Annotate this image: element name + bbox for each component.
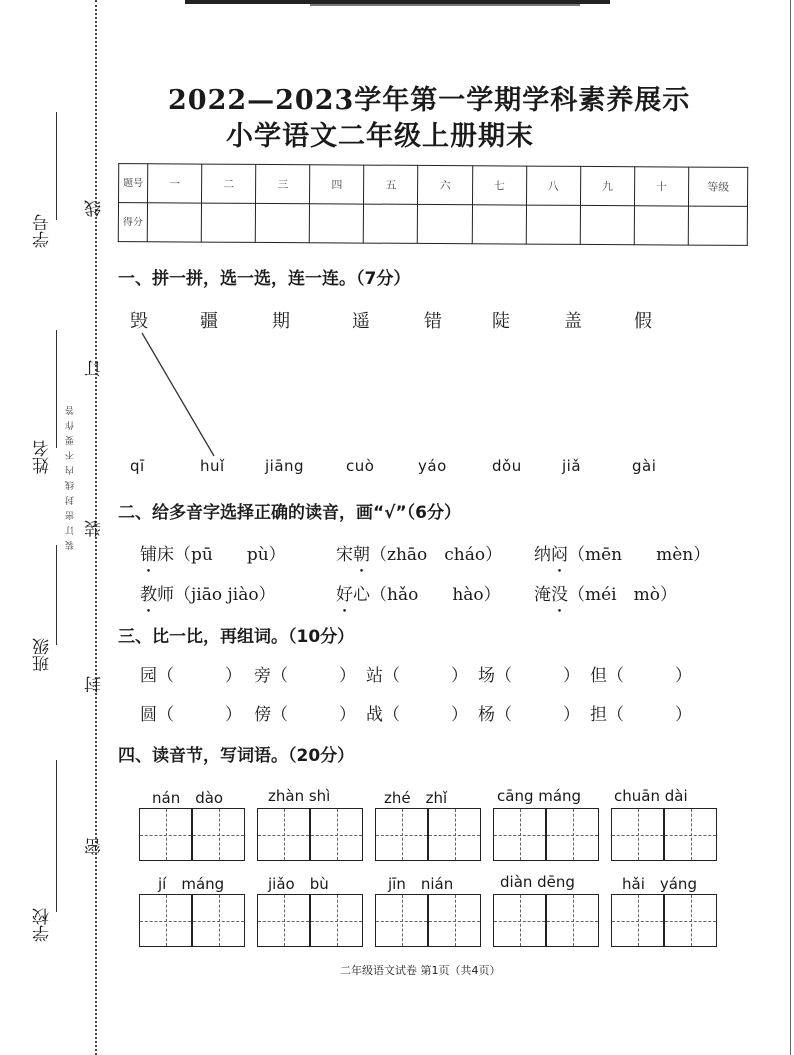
- s1-char: 毁: [130, 311, 148, 332]
- tianzi-box[interactable]: [310, 808, 363, 861]
- row-head-tihao: 题号: [119, 164, 148, 203]
- section3-heading: 三、比一比，再组词。（10分）: [118, 627, 355, 647]
- polyphone-item: 好心（hǎo hào）: [336, 585, 501, 605]
- label-xingming: 姓名: [33, 440, 53, 474]
- binding-notice: 装订密封线内不要作答: [66, 400, 76, 550]
- compare-item: 站（ ）: [366, 666, 468, 686]
- tianzi-box[interactable]: [493, 894, 546, 947]
- tianzi-box[interactable]: [375, 894, 428, 947]
- s1-pinyin: gài: [632, 457, 657, 475]
- s1-pinyin: jiǎ: [562, 457, 582, 475]
- s4-pinyin: jīn nián: [388, 875, 454, 893]
- s1-char: 疆: [200, 311, 218, 332]
- page-footer: 二年级语文试卷 第1页（共4页）: [340, 964, 501, 977]
- label-xuexiao: 学校: [33, 908, 53, 942]
- col-grade: 等级: [688, 167, 747, 206]
- s4-pinyin: hǎi yáng: [622, 875, 697, 893]
- s1-pinyin: dǒu: [492, 457, 522, 475]
- s1-char: 错: [424, 311, 442, 332]
- col-8: 八: [526, 166, 580, 205]
- compare-item: 傍（ ）: [254, 705, 356, 725]
- s4-pinyin: diàn dēng: [500, 873, 575, 891]
- s1-char: 假: [634, 311, 652, 332]
- col-3: 三: [256, 164, 310, 203]
- compare-item: 杨（ ）: [478, 705, 580, 725]
- label-banji: 班级: [33, 638, 53, 672]
- label-xuehao: 学号: [33, 214, 53, 248]
- label-mi: 密: [85, 838, 105, 855]
- tianzi-box[interactable]: [375, 808, 428, 861]
- s4-pinyin: chuān dài: [614, 787, 688, 805]
- col-2: 二: [202, 164, 256, 203]
- label-feng: 封: [85, 676, 105, 693]
- s1-char: 盖: [564, 311, 582, 332]
- s1-pinyin: yáo: [418, 457, 447, 475]
- row-head-defen: 得分: [118, 203, 147, 242]
- tianzi-box[interactable]: [611, 894, 664, 947]
- tianzi-box[interactable]: [664, 808, 717, 861]
- compare-item: 担（ ）: [590, 705, 692, 725]
- label-xian: 线: [85, 200, 105, 217]
- tianzi-box[interactable]: [310, 894, 363, 947]
- section1-heading: 一、拼一拼，选一选，连一连。（7分）: [118, 269, 411, 289]
- polyphone-item: 铺床（pū pù）: [140, 545, 286, 565]
- tianzi-box[interactable]: [428, 894, 481, 947]
- tianzi-box[interactable]: [546, 894, 599, 947]
- s1-pinyin: jiāng: [265, 457, 305, 475]
- s1-pinyin: qī: [130, 457, 145, 475]
- section2-heading: 二、给多音字选择正确的读音，画“√”（6分）: [118, 503, 462, 523]
- label-zhuang: 装: [85, 520, 105, 537]
- s4-pinyin: jiǎo bù: [268, 875, 329, 893]
- exam-subtitle: 小学语文二年级上册期末: [226, 121, 534, 152]
- polyphone-item: 教师（jiāo jiào）: [140, 585, 276, 605]
- section4-heading: 四、读音节，写词语。（20分）: [118, 746, 355, 766]
- label-ding: 订: [85, 360, 105, 377]
- exam-title: 2022—2023学年第一学期学科素养展示: [168, 85, 691, 116]
- s4-pinyin: zhé zhǐ: [384, 789, 448, 807]
- compare-item: 场（ ）: [478, 666, 580, 686]
- col-7: 七: [472, 166, 526, 205]
- compare-item: 圆（ ）: [140, 705, 242, 725]
- tianzi-box[interactable]: [192, 894, 245, 947]
- s4-pinyin: zhàn shì: [268, 787, 331, 805]
- col-9: 九: [580, 166, 634, 205]
- col-6: 六: [418, 165, 472, 204]
- tianzi-box[interactable]: [257, 808, 310, 861]
- s4-pinyin: nán dào: [152, 789, 224, 807]
- compare-item: 战（ ）: [366, 705, 468, 725]
- tianzi-box[interactable]: [546, 808, 599, 861]
- col-4: 四: [310, 165, 364, 204]
- col-10: 十: [634, 167, 688, 206]
- s1-pinyin: cuò: [346, 457, 375, 475]
- tianzi-box[interactable]: [139, 808, 192, 861]
- tianzi-box[interactable]: [257, 894, 310, 947]
- s4-pinyin: cāng máng: [497, 787, 582, 805]
- polyphone-item: 纳闷（mēn mèn）: [534, 545, 711, 565]
- s1-char: 期: [272, 311, 290, 332]
- s1-char: 陡: [492, 311, 510, 332]
- s4-pinyin: jí máng: [158, 875, 225, 893]
- compare-item: 旁（ ）: [254, 666, 356, 686]
- compare-item: 但（ ）: [590, 666, 692, 686]
- tianzi-box[interactable]: [139, 894, 192, 947]
- tianzi-box[interactable]: [192, 808, 245, 861]
- compare-item: 园（ ）: [140, 666, 242, 686]
- tianzi-box[interactable]: [664, 894, 717, 947]
- polyphone-item: 宋朝（zhāo cháo）: [336, 545, 503, 565]
- s1-char: 遥: [352, 311, 370, 332]
- col-5: 五: [364, 165, 418, 204]
- tianzi-box[interactable]: [493, 808, 546, 861]
- col-1: 一: [148, 164, 202, 203]
- s1-pinyin: huǐ: [200, 457, 225, 475]
- polyphone-item: 淹没（méi mò）: [534, 585, 677, 605]
- tianzi-box[interactable]: [428, 808, 481, 861]
- tianzi-box[interactable]: [611, 808, 664, 861]
